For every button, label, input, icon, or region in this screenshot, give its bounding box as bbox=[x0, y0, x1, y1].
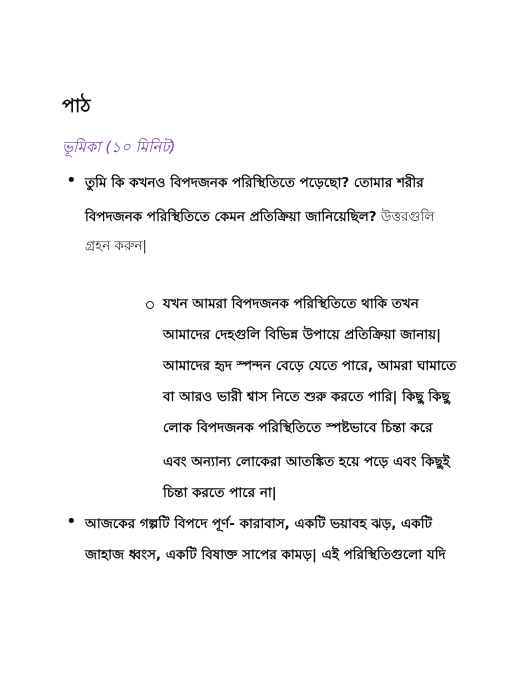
bullet1-line2 bbox=[85, 206, 434, 229]
sub-bullet-line-3: আমাদের হৃদ স্পন্দন বেড়ে যেতে পারে, আমরা ঘামাতে bbox=[163, 358, 457, 374]
page-title: পাঠ bbox=[62, 95, 91, 117]
bullet1-line1: তুমি কি কখনও বিপদজনক পরিস্থিতিতে পড়েছো? তোমার শরীর bbox=[85, 175, 424, 191]
sub-bullet-line-2: আমাদের দেহগুলি বিভিন্ন উপায়ে প্রতিক্রিয়া জানায়| bbox=[163, 327, 442, 343]
bullet1-line2-text: বিপদজনক পরিস্থিতিতে কেমন প্রতিক্রিয়া জানিয়েছিল? bbox=[85, 209, 377, 225]
sub-bullet-line-1: যখন আমরা বিপদজনক পরিস্থিতিতে থাকি তখন bbox=[163, 296, 419, 312]
bullet1-line3: গ্রহন করুন| bbox=[85, 238, 147, 254]
sub-bullet-line-5: লোক বিপদজনক পরিস্থিতিতে স্পষ্টভাবে চিন্তা করে bbox=[163, 420, 433, 436]
bullet-dot-icon: • bbox=[66, 511, 77, 532]
bullet2-line2: জাহাজ ধ্বংস, একটি বিষাক্ত সাপের কামড়| এই পরিস্থিতিগুলো যদি bbox=[85, 547, 446, 563]
section-subheading: ভূমিকা (১০ মিনিট) bbox=[62, 138, 176, 156]
hollow-bullet-icon bbox=[146, 301, 154, 309]
sub-bullet-line-4: বা আরও ভারী শ্বাস নিতে শুরু করতে পারি| কিছু কিছু bbox=[163, 389, 450, 405]
bullet1-line2-tail: উত্তরগুলি bbox=[376, 209, 435, 225]
bullet2-line1: আজকের গল্পটি বিপদে পূর্ণ- কারাবাস, একটি ভয়াবহ ঝড়, একটি bbox=[85, 516, 432, 532]
bullet-dot-icon: • bbox=[66, 170, 77, 191]
sub-bullet-line-6: এবং অন্যান্য লোকেরা আতঙ্কিত হয়ে পড়ে এবং কিছুই bbox=[163, 454, 450, 470]
sub-bullet-line-7: চিন্তা করতে পারে না| bbox=[163, 485, 277, 501]
